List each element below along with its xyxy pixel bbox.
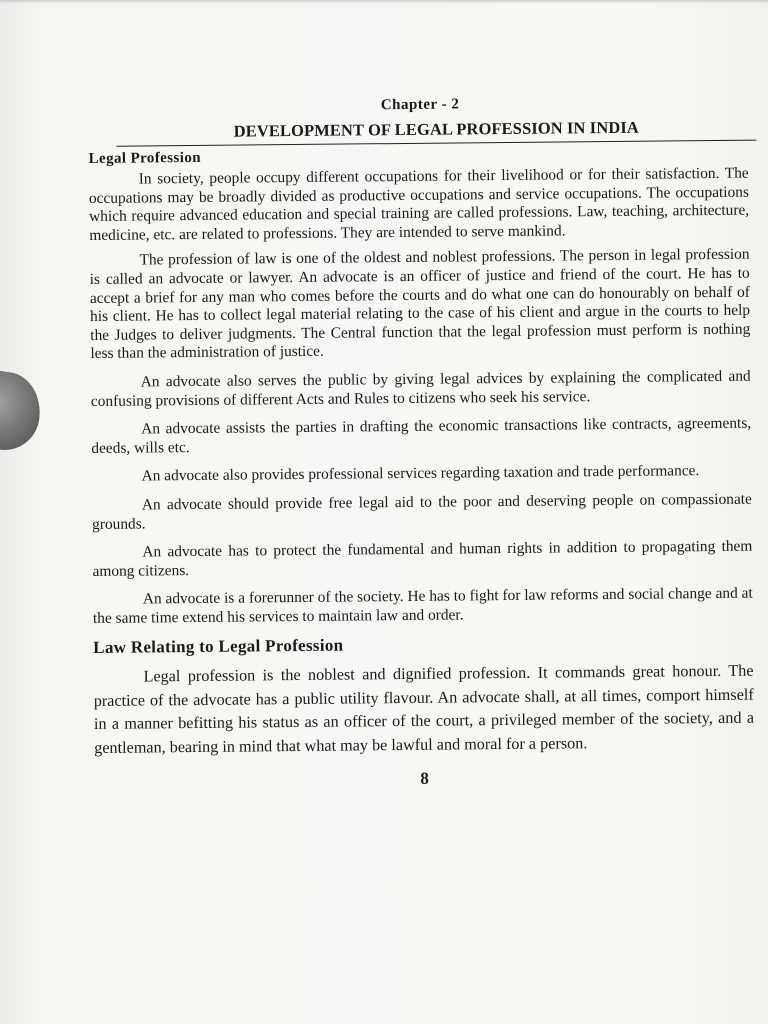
paragraph-8: An advocate is a forerunner of the society. He has to fight for law reforms and social change and at the same time extend his services to maintain law and order. (92, 584, 753, 627)
paragraph-6: An advocate should provide free legal aid to the poor and deserving people on compassionate grounds. (91, 490, 752, 533)
paragraph-9: Legal profession is the noblest and dignified profession. It commands great honour. The practice of the advocate has a public utility flavour. An advocate shall, at all times, comport himself in a manner befitting his status as an officer of the court, a privileged member of the society, and a gentleman, bearing in mind that what may be lawful and moral for a person. (93, 662, 755, 757)
chapter-title: DEVELOPMENT OF LEGAL PROFESSION IN INDIA (116, 117, 756, 147)
chapter-label: Chapter - 2 (380, 96, 460, 114)
page-top-edge (0, 0, 768, 4)
paragraph-4: An advocate assists the parties in drafting the economic transactions like contracts, agreements, deeds, wills etc. (91, 414, 752, 457)
page-content (88, 94, 755, 793)
section-heading-legal-profession: Legal Profession (88, 149, 202, 167)
paragraph-5: An advocate also provides professional services regarding taxation and trade performance. (141, 462, 700, 485)
section-heading-law-relating: Law Relating to Legal Profession (93, 636, 344, 658)
page-number: 8 (420, 769, 429, 789)
thumb-shadow (0, 368, 45, 455)
paragraph-7: An advocate has to protect the fundamental and human rights in addition to propagating them among citizens. (92, 537, 753, 580)
paragraph-2: The profession of law is one of the oldest and noblest professions. The person in legal profession is called an advocate or lawyer. An advocate is an officer of justice and friend of the court. He has to accept a brief for any man who comes before the courts and do what one can do honourably on behalf of his client. He has to collect legal material relating to the case of his client and argue in the courts to help the Judges to deliver judgments. The Central function that the legal profession must perform is nothing less than the administration of justice. (89, 246, 751, 363)
paragraph-1: In society, people occupy different occupations for their livelihood or for their satisfaction. The occupations may be broadly divided as productive occupations and service occupations. The occupations which require advanced education and special training are called professions. Law, teaching, architecture, medicine, etc. are related to professions. They are intended to serve mankind. (88, 164, 750, 244)
paragraph-3: An advocate also serves the public by giving legal advices by explaining the complicated and confusing provisions of different Acts and Rules to citizens who seek his service. (90, 367, 751, 410)
